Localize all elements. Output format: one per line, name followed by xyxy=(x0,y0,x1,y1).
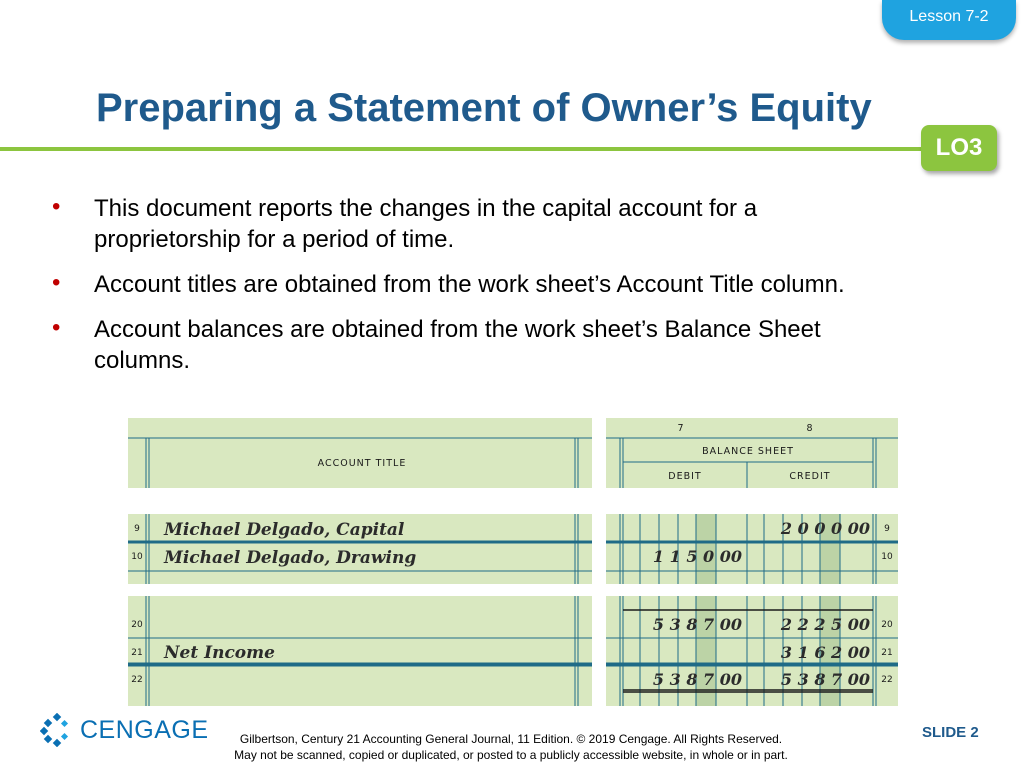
credit-amount: 2 2 2 5 00 xyxy=(780,615,870,634)
bullet-item xyxy=(50,269,910,300)
cengage-mark-icon xyxy=(40,713,74,747)
slide-number: SLIDE 2 xyxy=(922,724,979,741)
line-number: 20 xyxy=(881,620,893,630)
title-underline xyxy=(0,147,924,151)
bullet-dot-icon: • xyxy=(52,269,61,296)
credit-header: CREDIT xyxy=(789,471,831,482)
bullet-dot-icon: • xyxy=(52,193,61,220)
column-number: 7 xyxy=(677,423,685,434)
copyright-line: Gilbertson, Century 21 Accounting General Journal, 11 Edition. © 2019 Cengage. All Rights Reserved. xyxy=(239,732,783,746)
copyright-line: May not be scanned, copied or duplicated, or posted to a publicly accessible website, in whole or in part. xyxy=(234,748,788,762)
account-title-cell: Michael Delgado, Drawing xyxy=(164,548,417,568)
credit-amount: 3 1 6 2 00 xyxy=(780,643,870,662)
learning-objective-badge: LO3 xyxy=(921,125,997,171)
cengage-logo xyxy=(40,712,209,748)
account-title-cell: Michael Delgado, Capital xyxy=(164,520,405,540)
line-number: 9 xyxy=(134,524,140,534)
debit-amount: 1 1 5 0 00 xyxy=(652,547,742,566)
column-number: 8 xyxy=(806,423,814,434)
debit-header: DEBIT xyxy=(668,471,702,482)
debit-amount: 5 3 8 7 00 xyxy=(652,615,742,634)
brand-name: CENGAGE xyxy=(80,715,209,744)
line-number: 22 xyxy=(131,675,143,685)
bullet-list xyxy=(50,193,910,390)
balance-sheet-header: BALANCE SHEET xyxy=(702,446,794,457)
account-title-cell: Net Income xyxy=(164,643,275,663)
credit-amount: 5 3 8 7 00 xyxy=(780,670,870,689)
bullet-text: This document reports the changes in the capital account for a proprietorship for a period of time. xyxy=(94,195,758,253)
bullet-text: Account balances are obtained from the work sheet’s Balance Sheet columns. xyxy=(94,316,821,374)
line-number: 20 xyxy=(131,620,143,630)
account-title-header: ACCOUNT TITLE xyxy=(317,458,407,469)
bullet-item xyxy=(50,314,910,376)
line-number: 21 xyxy=(131,648,143,658)
work-sheet-excerpt xyxy=(128,418,898,706)
header-band-left xyxy=(128,418,592,488)
debit-amount: 5 3 8 7 00 xyxy=(652,670,742,689)
bullet-item xyxy=(50,193,910,255)
line-number: 21 xyxy=(881,648,893,658)
line-number: 9 xyxy=(884,524,890,534)
bullet-dot-icon: • xyxy=(52,314,61,341)
line-number: 10 xyxy=(881,552,893,562)
credit-amount: 2 0 0 0 00 xyxy=(780,519,870,538)
bullet-text: Account titles are obtained from the work sheet’s Account Title column. xyxy=(94,271,845,298)
lesson-tab: Lesson 7-2 xyxy=(882,0,1016,40)
copyright-notice xyxy=(196,731,826,763)
line-number: 10 xyxy=(131,552,143,562)
line-number: 22 xyxy=(881,675,893,685)
page-title: Preparing a Statement of Owner’s Equity xyxy=(96,86,872,130)
